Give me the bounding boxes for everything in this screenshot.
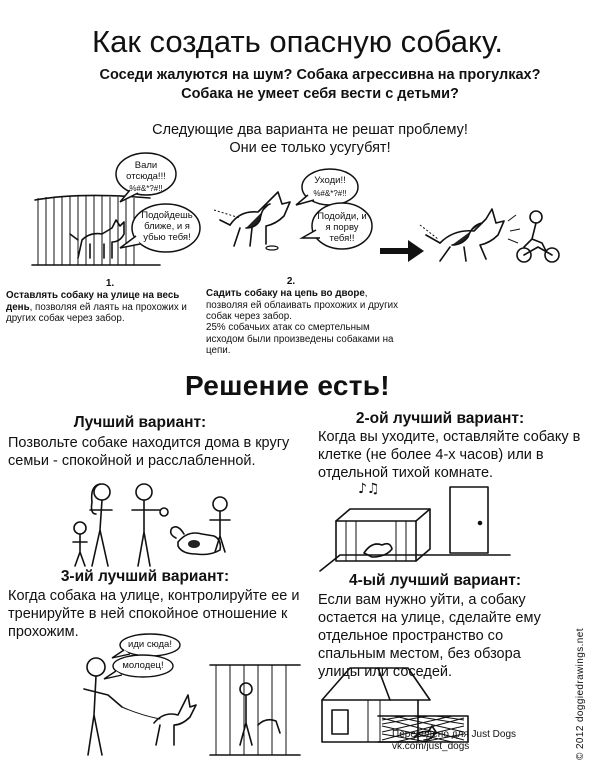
bubble-text-1: Вали отсюда!!!: [126, 160, 166, 182]
side-copyright-credit: © 2012 doggiedrawings.net: [575, 628, 586, 760]
subtitle-line-1: Соседи жалуются на шум? Собака агрессивна на прогулках?: [99, 67, 541, 83]
panel-1-caption-bold: Оставлять собаку на улице на весь день: [6, 290, 180, 313]
panel-2-number: 2.: [286, 276, 296, 287]
best-option-text: Позвольте собаке находится дома в кругу семьи - спокойной и расслабленной.: [8, 435, 290, 469]
panel-1-caption: [6, 290, 206, 325]
svg-text:♪♫: ♪♫: [358, 481, 380, 497]
dog-chasing-cyclist-illustration: [420, 195, 570, 275]
intro-line-2: Они ее только усугубят!: [229, 140, 391, 156]
best-option-heading: Лучший вариант:: [73, 414, 207, 431]
panel-2-caption-rest: , позволяя ей облаивать прохожих и других собак через забор.: [206, 288, 399, 322]
bubble-text-2: Подойдешь ближе, и я убью тебя!: [141, 210, 193, 243]
speech-bubble-3: [300, 167, 360, 207]
bubble-scribble-3: %#&*?#!!: [313, 189, 347, 198]
intro-line-1: Следующие два варианта не решат проблему!: [152, 122, 468, 138]
panel-1-number: 1.: [105, 278, 115, 289]
training-walk-illustration: [70, 645, 300, 760]
bubble-text-6: молодец!: [122, 660, 164, 671]
bubble-text-4: Подойди, и я порву тебя!!: [317, 211, 367, 244]
translation-credit-line-2: vk.com/just_dogs: [392, 741, 470, 752]
bubble-text-3: Уходи!!: [314, 175, 346, 186]
fourth-option-text: Если вам нужно уйти, а собаку остается на улице, сделайте ему отдельное пространство со спальным местом, без обзора улицы или соседей.: [318, 592, 541, 680]
family-illustration: [60, 470, 260, 570]
third-option-heading: 3-ий лучший вариант:: [60, 568, 230, 585]
panel-2-caption-bold: Садить собаку на цепь во дворе: [206, 288, 365, 299]
second-option-heading: 2-ой лучший вариант:: [355, 410, 525, 427]
second-option-text: Когда вы уходите, оставляйте собаку в клетке (не более 4-х часов) или в отдельной тихой комнате.: [318, 429, 581, 481]
subtitle-line-2: Собака не умеет себя вести с детьми?: [181, 86, 459, 102]
solution-heading: Решение есть!: [185, 370, 390, 401]
third-option-text: Когда собака на улице, контролируйте ее и тренируйте в ней спокойное отношение к прохожим.: [8, 588, 300, 640]
panel-2-caption-stat: 25% собачьих атак со смертельным исходом были произведены собаками на цепи.: [206, 322, 394, 356]
panel-1-caption-rest: , позволяя ей лаять на прохожих и других собак через забор.: [6, 301, 187, 324]
panel-2-caption: [206, 288, 406, 323]
chained-dog-illustration: [210, 180, 310, 260]
crate-room-illustration: [320, 475, 520, 575]
bubble-scribble-1: %#&*?#!!: [129, 184, 163, 193]
translation-credit-line-1: Переведено для Just Dogs: [392, 729, 516, 740]
fourth-option-heading: 4-ый лучший вариант:: [348, 572, 522, 589]
page-title: Как создать опасную собаку.: [92, 24, 503, 59]
bubble-text-5: иди сюда!: [128, 639, 172, 650]
